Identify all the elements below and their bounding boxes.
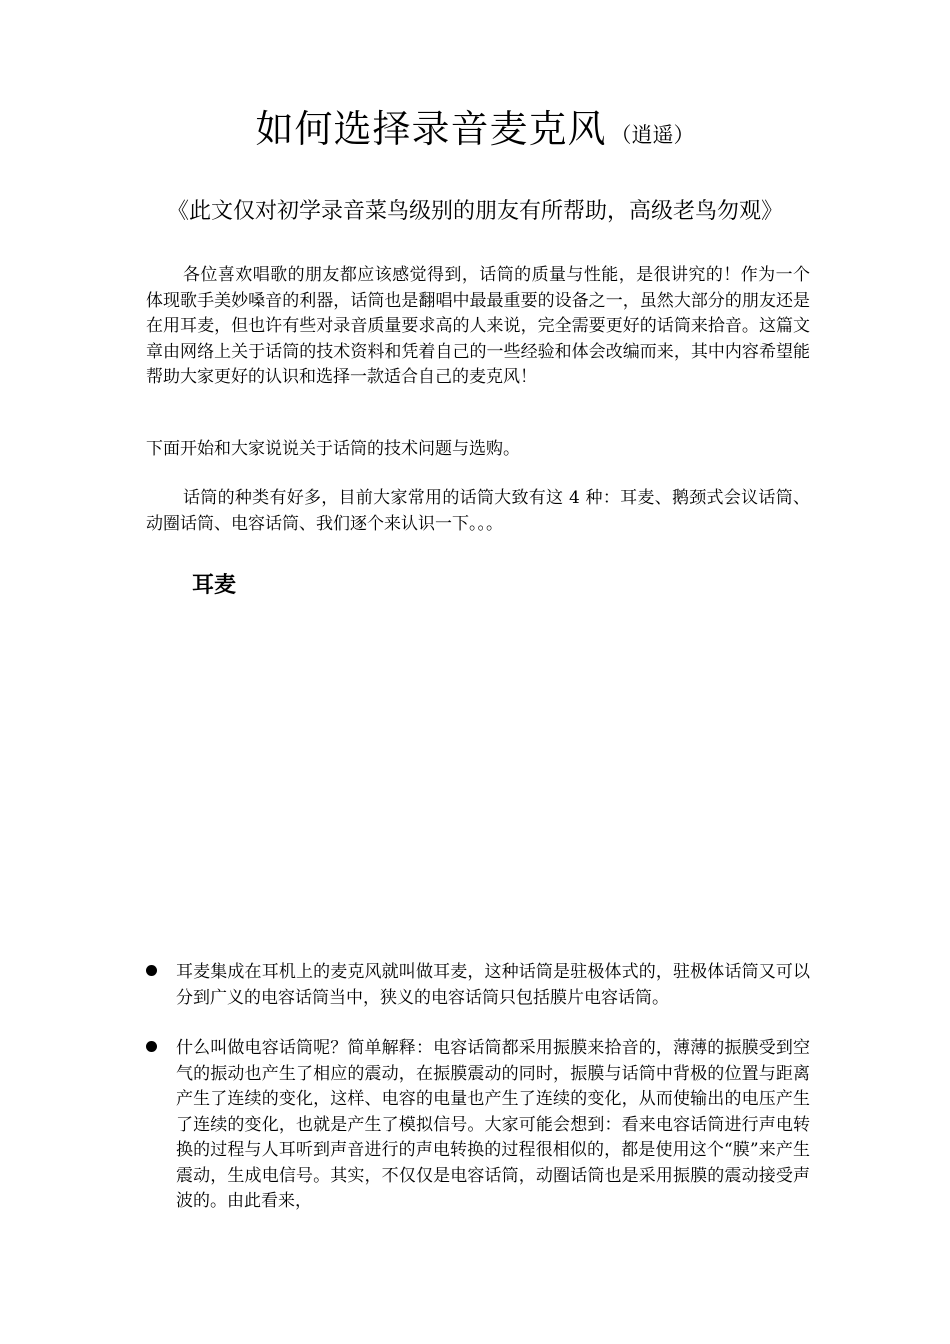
bullet-item-condenser: [146, 1036, 810, 1215]
types-paragraph: 话筒的种类有好多，目前大家常用的话筒大致有这 4 种：耳麦、鹅颈式会议话筒、动圈话筒、电容话筒、我们逐个来认识一下。。。: [146, 488, 810, 534]
headset-image-placeholder: [146, 610, 810, 940]
bullet-dot-icon: [146, 1041, 157, 1052]
bullet-text: 什么叫做电容话筒呢？简单解释：电容话筒都采用振膜来拾音的，薄薄的振膜受到空气的振动也产生了相应的震动，在振膜震动的同时，振膜与话筒中背极的位置与距离产生了连续的变化，这样、电容的电量也产生了连续的变化，从而使输出的电压产生了连续的变化，也就是产生了模拟信号。大家可能会想到：看来电容话筒进行声电转换的过程与人耳听到声音进行的声电转换的过程很相似的，都是使用这个“膜”来产生震动，生成电信号。其实，不仅仅是电容话筒，动圈话筒也是采用振膜的震动接受声波的。由此看来，: [176, 1038, 810, 1211]
intro-paragraph: 各位喜欢唱歌的朋友都应该感觉得到，话筒的质量与性能，是很讲究的！作为一个体现歌手美妙嗓音的利器，话筒也是翻唱中最最重要的设备之一，虽然大部分的朋友还是在用耳麦，但也许有些对录音质量要求高的人来说，完全需要更好的话筒来拾音。这篇文章由网络上关于话筒的技术资料和凭着自己的一些经验和体会改编而来，其中内容希望能帮助大家更好的认识和选择一款适合自己的麦克风！: [146, 265, 810, 387]
bullet-dot-icon: [146, 965, 157, 976]
title-author: （逍遥）: [610, 123, 695, 147]
section-heading-headset: 耳麦: [192, 572, 237, 598]
start-paragraph: 下面开始和大家说说关于话筒的技术问题与选购。: [146, 439, 520, 459]
bullet-text: 耳麦集成在耳机上的麦克风就叫做耳麦，这种话筒是驻极体式的，驻极体话筒又可以分到广义的电容话筒当中，狭义的电容话筒只包括膜片电容话筒。: [176, 962, 810, 1008]
title-main: 如何选择录音麦克风: [255, 107, 607, 151]
document-title: [0, 98, 950, 153]
bullet-item-headset: [146, 960, 810, 1011]
document-subtitle: 《此文仅对初学录音菜鸟级别的朋友有所帮助，高级老鸟勿观》: [166, 199, 783, 224]
